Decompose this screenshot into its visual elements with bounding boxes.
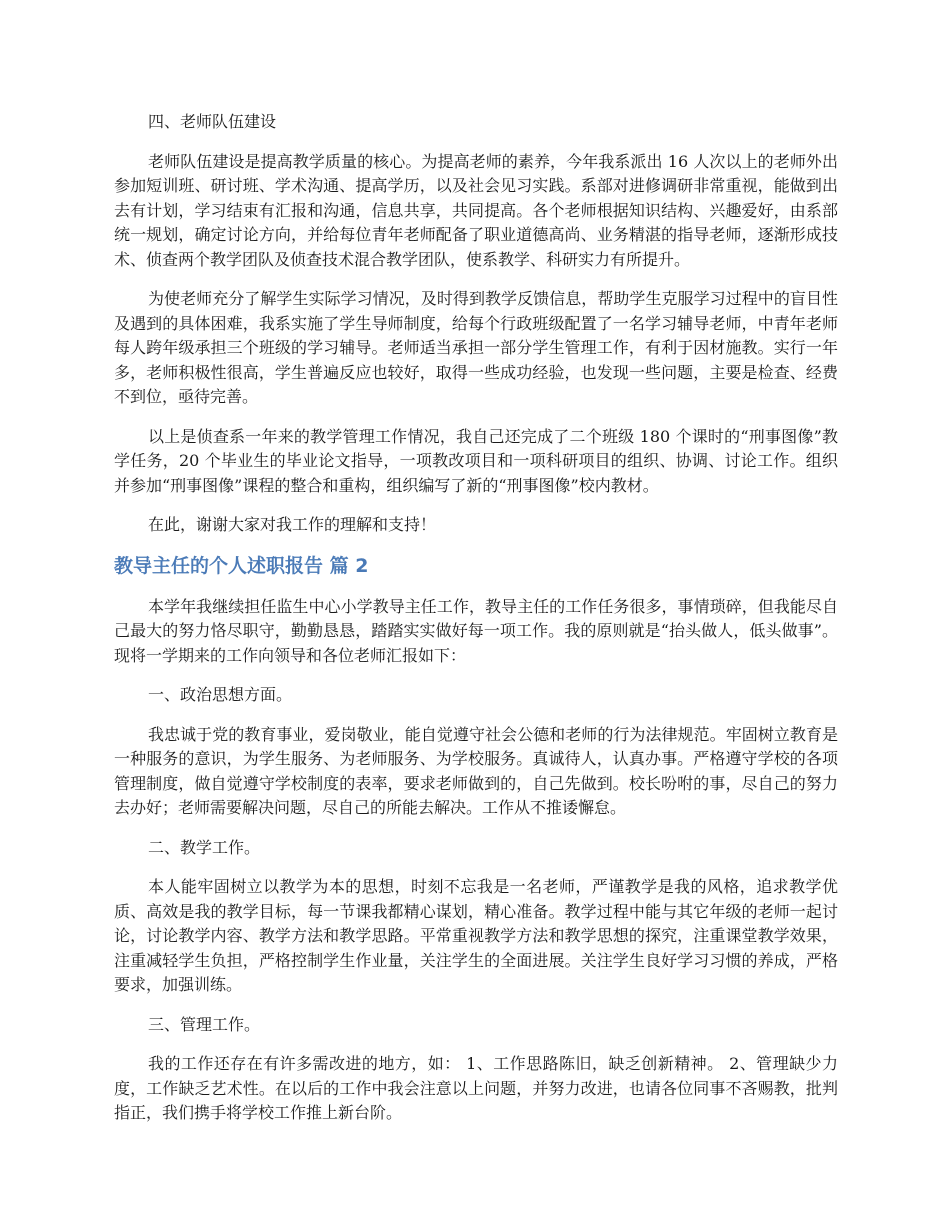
paragraph: 我的工作还存在有许多需改进的地方，如： 1、工作思路陈旧，缺乏创新精神。 2、管理缺少力度，工作缺乏艺术性。在以后的工作中我会注意以上问题，并努力改进，也请各位同事不吝赐教，批判指正，我们携手将学校工作推上新台阶。 (114, 1054, 838, 1122)
section-title: 教导主任的个人述职报告 篇 2 (114, 554, 369, 577)
subsection-heading: 一、政治思想方面。 (148, 685, 293, 704)
paragraph: 以上是侦查系一年来的教学管理工作情况，我自己还完成了二个班级 180 个课时的“刑事图像”教学任务，20 个毕业生的毕业论文指导，一项教改项目和一项科研项目的组织、协调、讨论工作。组织并参加“刑事图像”课程的整合和重构，组织编写了新的“刑事图像”校内教材。 (114, 426, 838, 495)
paragraph: 本人能牢固树立以教学为本的思想，时刻不忘我是一名老师，严谨教学是我的风格，追求教学优质、高效是我的教学目标，每一节课我都精心谋划，精心准备。教学过程中能与其它年级的老师一起讨论，讨论教学内容、教学方法和教学思路。平常重视教学方法和教学思想的探究，注重课堂教学效果，注重减轻学生负担，严格控制学生作业量，关注学生的全面进展。关注学生良好学习习惯的养成，严格要求，加强训练。 (114, 877, 838, 994)
intro-paragraph: 本学年我继续担任监生中心小学教导主任工作，教导主任的工作任务很多，事情琐碎，但我能尽自己最大的努力恪尽职守，勤勤恳恳，踏踏实实做好每一项工作。我的原则就是“抬头做人，低头做事”。现将一学期来的工作向领导和各位老师汇报如下： (114, 596, 838, 665)
paragraph: 老师队伍建设是提高教学质量的核心。为提高老师的素养，今年我系派出 16 人次以上的老师外出参加短训班、研讨班、学术沟通、提高学历，以及社会见习实践。系部对进修调研非常重视，能做到出去有计划，学习结束有汇报和沟通，信息共享，共同提高。各个老师根据知识结构、兴趣爱好，由系部统一规划，确定讨论方向，并给每位青年老师配备了职业道德高尚、业务精湛的指导老师，逐渐形成技术、侦查两个教学团队及侦查技术混合教学团队，使系教学、科研实力有所提升。 (114, 151, 838, 269)
paragraph: 我忠诚于党的教育事业，爱岗敬业，能自觉遵守社会公德和老师的行为法律规范。牢固树立教育是一种服务的意识，为学生服务、为老师服务、为学校服务。真诚待人，认真办事。严格遵守学校的各项管理制度，做自觉遵守学校制度的表率，要求老师做到的，自己先做到。校长吩咐的事，尽自己的努力去办好；老师需要解决问题，尽自己的所能去解决。工作从不推诿懈怠。 (114, 724, 838, 817)
subsection-heading: 三、管理工作。 (148, 1014, 261, 1034)
paragraph: 为使老师充分了解学生实际学习情况，及时得到教学反馈信息，帮助学生克服学习过程中的盲目性及遇到的具体困难，我系实施了学生导师制度，给每个行政班级配置了一名学习辅导老师，中青年老师每人跨年级承担三个班级的学习辅导。老师适当承担一部分学生管理工作，有利于因材施教。实行一年多，老师积极性很高，学生普遍反应也较好，取得一些成功经验，也发现一些问题，主要是检查、经费不到位，亟待完善。 (114, 289, 838, 406)
closing-line: 在此，谢谢大家对我工作的理解和支持！ (148, 515, 437, 534)
document-page (114, 110, 838, 1141)
subsection-heading: 二、教学工作。 (148, 837, 261, 857)
subsection-heading: 四、老师队伍建设 (148, 112, 277, 131)
